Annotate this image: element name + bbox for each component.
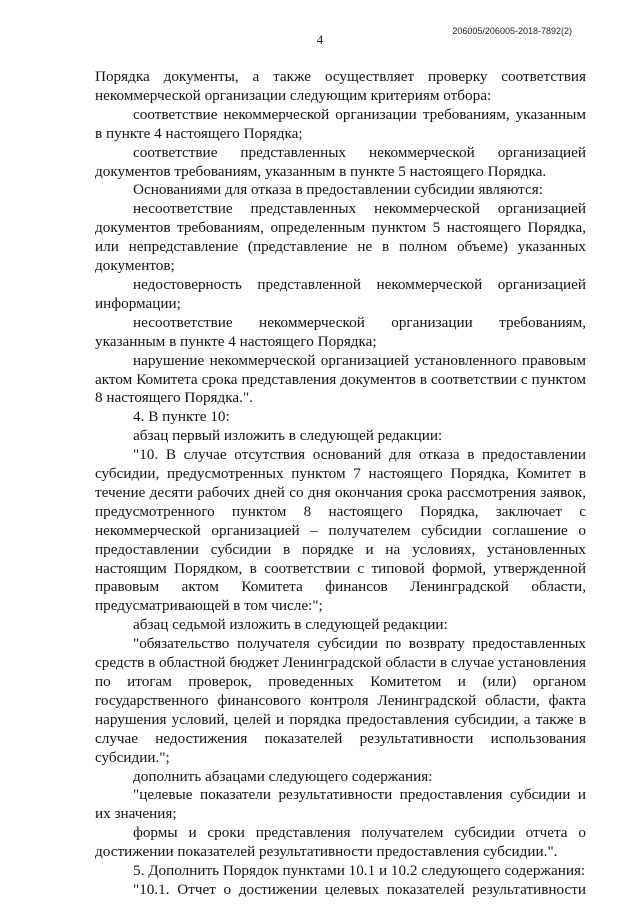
paragraph: абзац первый изложить в следующей редакции: [133, 427, 443, 445]
paragraph: Основаниями для отказа в предоставлении субсидии являются: [133, 181, 543, 199]
paragraph: "10.1. Отчет о достижении целевых показателей результативности [133, 880, 586, 898]
document-id: 206005/206005-2018-7892(2) [452, 26, 572, 36]
paragraph: дополнить абзацами следующего содержания: [133, 767, 433, 785]
paragraph: Порядка документы, а также осуществляет проверку соответствия некоммерческой организации следующим критериям отбора: [95, 68, 586, 104]
paragraph: абзац седьмой изложить в следующей редакции: [133, 616, 448, 634]
page-number: 4 [316, 32, 324, 47]
paragraph: 4. В пункте 10: [133, 408, 230, 426]
paragraph: формы и сроки представления получателем субсидии отчета о достижении показателей результативности предоставления субсидии.". [95, 824, 586, 861]
paragraph: несоответствие некоммерческой организации требованиям, указанным в пункте 4 настоящего Порядка; [95, 313, 586, 350]
paragraph: недостоверность представленной некоммерческой организацией информации; [95, 275, 586, 312]
document-body [95, 68, 586, 900]
paragraph: несоответствие представленных некоммерческой организацией документов требованиям, определенным пунктом 5 настоящего Порядка, или непредставление (представление не в полном объеме) указанных документов; [95, 200, 586, 275]
paragraph: нарушение некоммерческой организацией установленного правовым актом Комитета срока представления документов в соответствии с пунктом 8 настоящего Порядка.". [95, 351, 586, 407]
paragraph: соответствие некоммерческой организации требованиям, указанным в пункте 4 настоящего Порядка; [95, 105, 586, 142]
paragraph: "10. В случае отсутствия оснований для отказа в предоставлении субсидии, предусмотренных пунктом 7 настоящего Порядка, Комитет в течение десяти рабочих дней со дня окончания срока рассмотрения заявок, предусмотренного пунктом 8 настоящего Порядка, заключает с некоммерческой организацией – получателем субсидии соглашение о предоставлении субсидии в порядке и на условиях, установленных настоящим Порядком, в соответствии с типовой формой, утвержденной правовым актом Комитета финансов Ленинградской области, предусматривающей в том числе:"; [95, 446, 586, 615]
paragraph: "обязательство получателя субсидии по возврату предоставленных средств в областной бюджет Ленинградской области в случае установления по итогам проверок, проведенных Комитетом и (или) органом государственного финансового контроля Ленинградской области, факта нарушения условий, целей и порядка предоставления субсидии, а также в случае недостижения показателей результативности использования субсидии."; [95, 635, 586, 766]
paragraph: 5. Дополнить Порядок пунктами 10.1 и 10.2 следующего содержания: [133, 862, 586, 880]
paragraph: "целевые показатели результативности предоставления субсидии и их значения; [95, 786, 586, 823]
paragraph: соответствие представленных некоммерческой организацией документов требованиям, указанным в пункте 5 настоящего Порядка. [95, 143, 586, 180]
